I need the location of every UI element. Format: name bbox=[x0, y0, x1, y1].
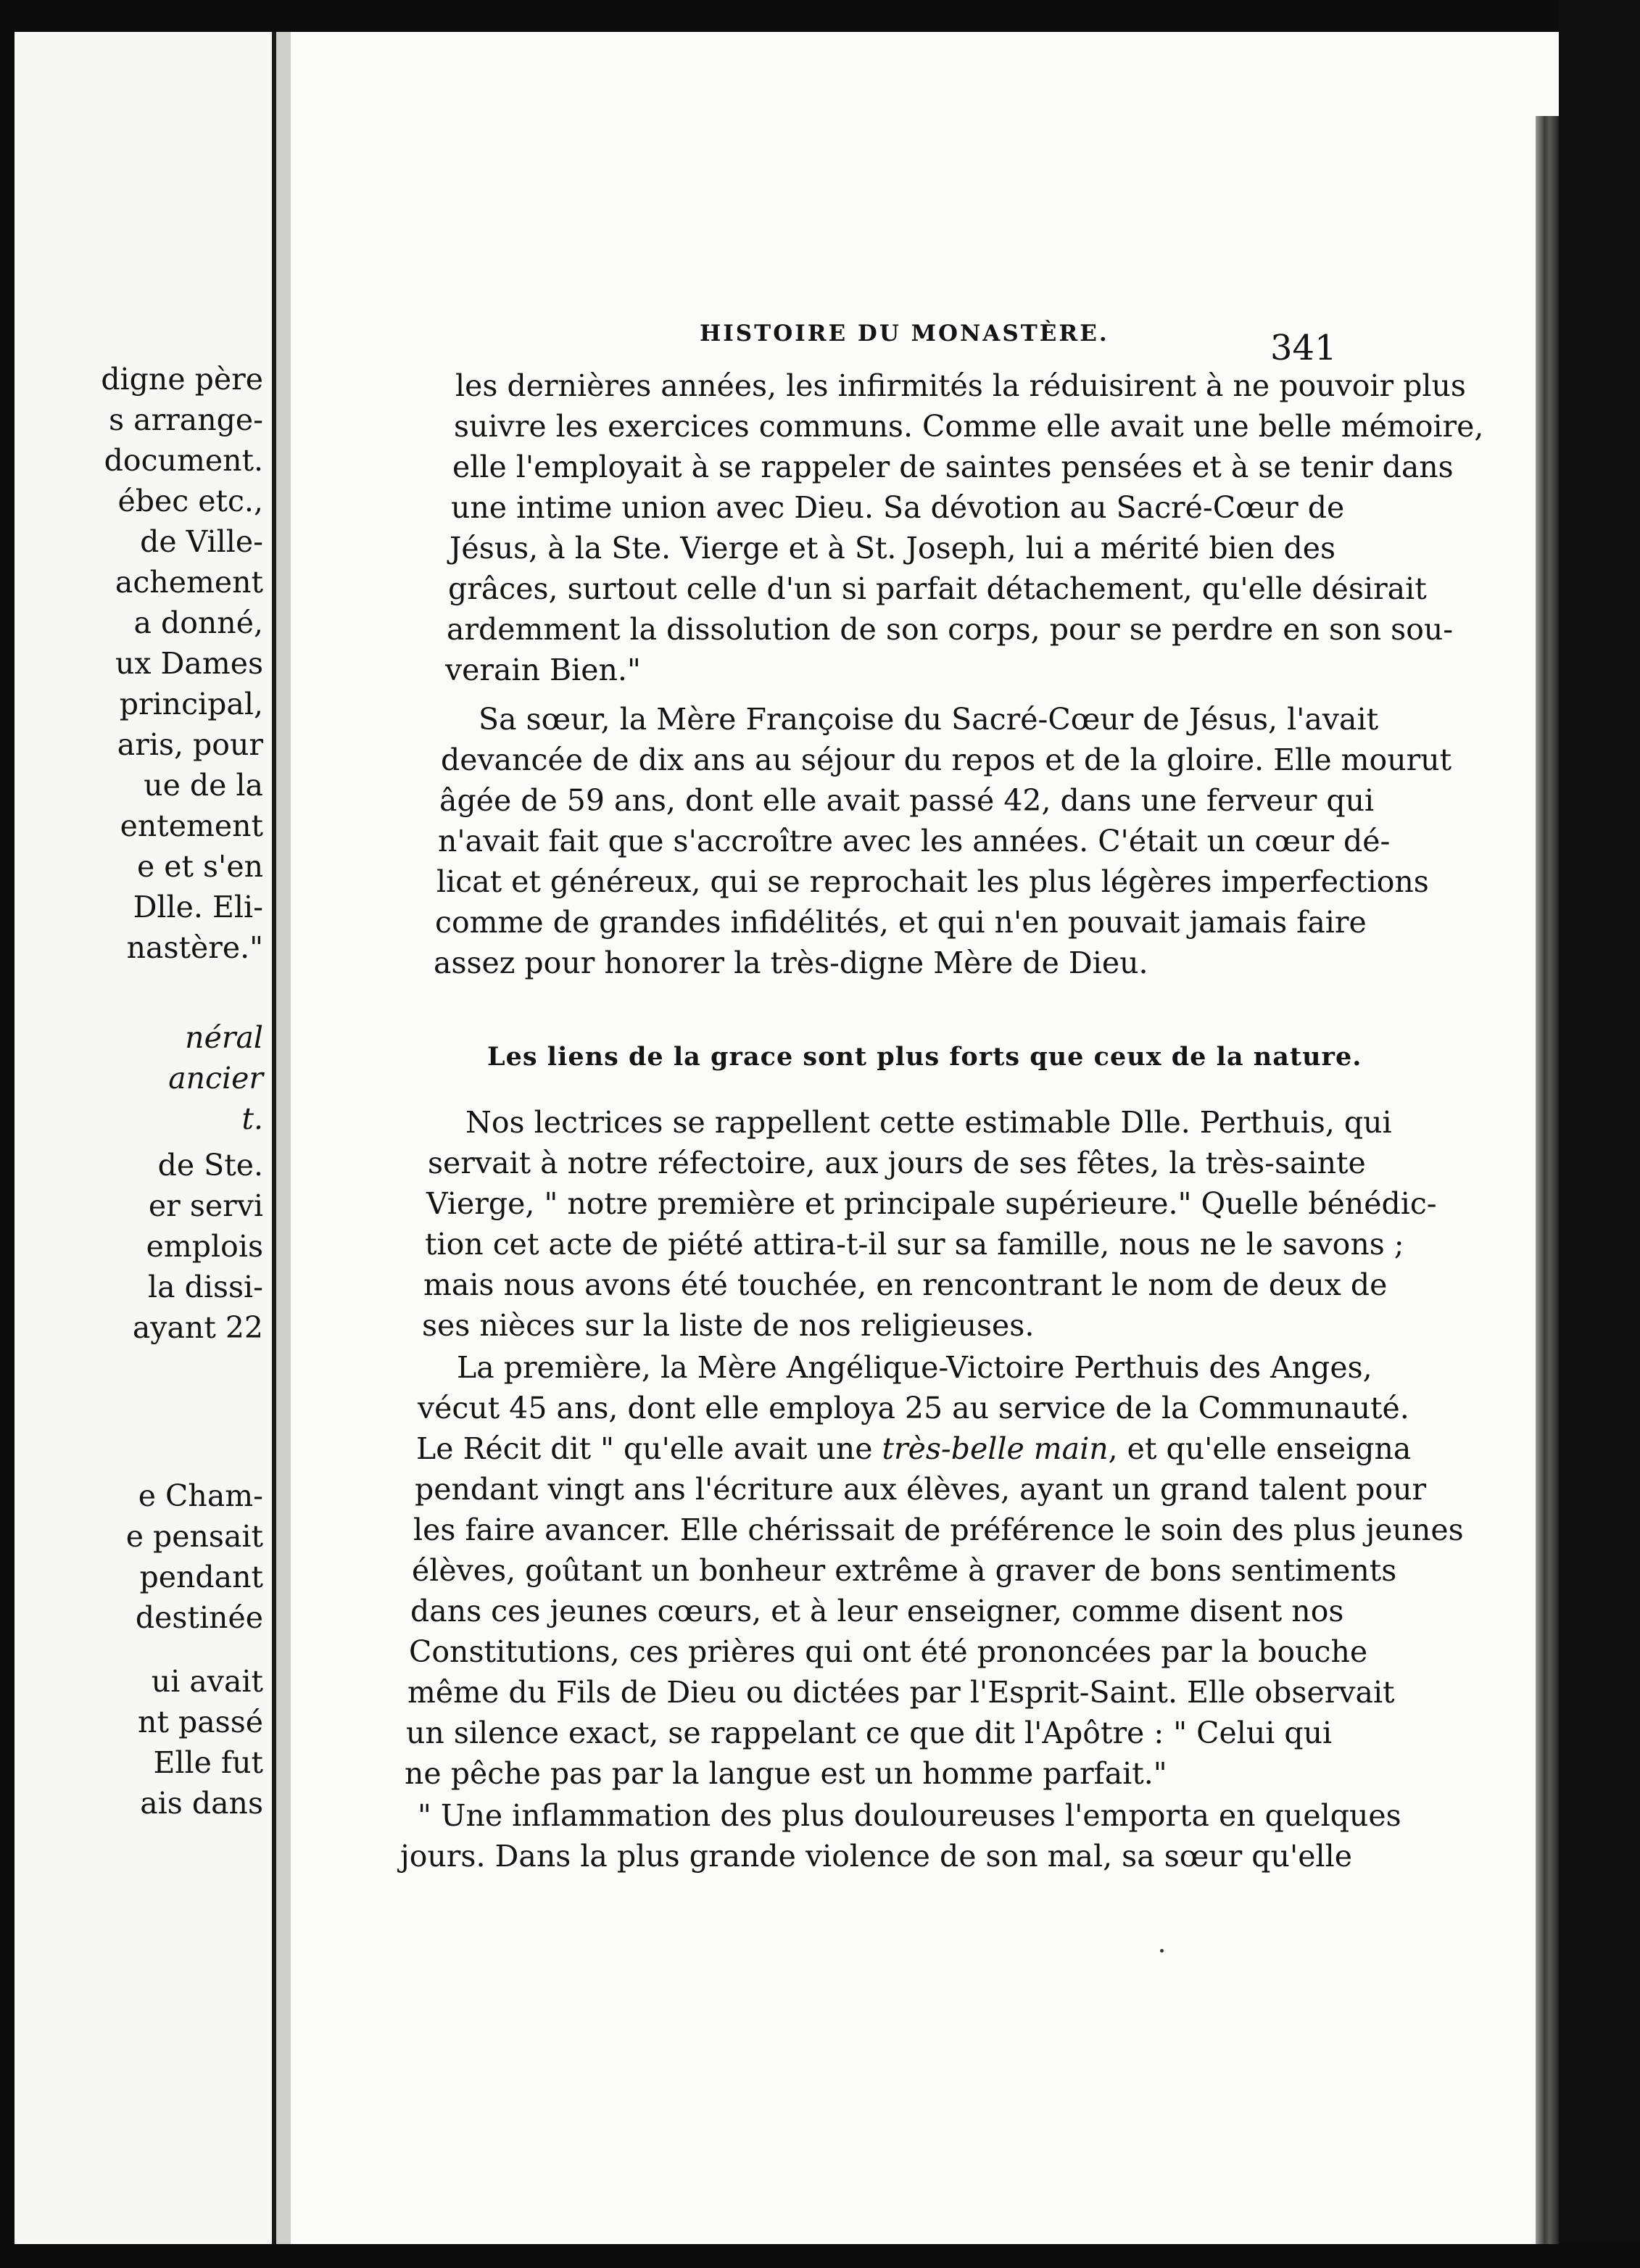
text-line: suivre les exercices communs. Comme elle avait une belle mémoire, bbox=[454, 409, 1484, 444]
left-line: ue de la bbox=[144, 768, 263, 803]
section-heading: Les liens de la grace sont plus forts que ceux de la nature. bbox=[487, 1042, 1362, 1072]
text-line: élèves, goûtant un bonheur extrême à graver de bons sentiments bbox=[412, 1553, 1397, 1588]
text-segment: Le Récit dit " qu'elle avait une bbox=[416, 1431, 882, 1466]
text-line: Nos lectrices se rappellent cette estimable Dlle. Perthuis, qui bbox=[465, 1105, 1392, 1140]
left-line: ayant 22 bbox=[132, 1310, 263, 1345]
text-line: les dernières années, les infirmités la réduisirent à ne pouvoir plus bbox=[455, 368, 1466, 403]
text-line: comme de grandes infidélités, et qui n'en pouvait jamais faire bbox=[435, 905, 1367, 940]
text-line: Vierge, " notre première et principale supérieure." Quelle bénédic- bbox=[426, 1186, 1437, 1221]
scan-border-top bbox=[0, 0, 1640, 32]
page-number: 341 bbox=[1270, 328, 1337, 368]
text-line: ardemment la dissolution de son corps, pour se perdre en son sou- bbox=[447, 612, 1454, 647]
left-line: digne père bbox=[101, 362, 263, 397]
running-head: HISTOIRE DU MONASTÈRE. bbox=[700, 320, 1109, 347]
page-edge bbox=[1536, 116, 1559, 2244]
text-line: âgée de 59 ans, dont elle avait passé 42, dans une ferveur qui bbox=[439, 783, 1375, 818]
left-line: emplois bbox=[146, 1229, 263, 1264]
text-line: Jésus, à la Ste. Vierge et à St. Joseph, lui a mérité bien des bbox=[450, 531, 1336, 566]
text-line: Sa sœur, la Mère Françoise du Sacré-Cœur de Jésus, l'avait bbox=[479, 702, 1379, 737]
left-line: principal, bbox=[119, 687, 263, 721]
left-line: aris, pour bbox=[117, 727, 263, 762]
left-line: achement bbox=[115, 565, 263, 600]
left-line: e pensait bbox=[125, 1519, 263, 1554]
text-line: Constitutions, ces prières qui ont été prononcées par la bouche bbox=[409, 1634, 1368, 1669]
text-line: mais nous avons été touchée, en rencontrant le nom de deux de bbox=[423, 1267, 1388, 1302]
text-line: grâces, surtout celle d'un si parfait détachement, qu'elle désirait bbox=[448, 571, 1427, 606]
left-line: pendant bbox=[139, 1560, 263, 1594]
scan-border-bottom bbox=[0, 2244, 1640, 2268]
left-line: Dlle. Eli- bbox=[133, 890, 263, 924]
left-line: ébec etc., bbox=[117, 484, 263, 518]
left-line: ancier bbox=[168, 1061, 263, 1096]
text-segment: , et qu'elle enseigna bbox=[1108, 1431, 1412, 1466]
left-line: ux Dames bbox=[115, 646, 263, 681]
text-line: " Une inflammation des plus douloureuses l'emporta en quelques bbox=[418, 1798, 1401, 1833]
left-line: nastère." bbox=[126, 930, 263, 965]
left-line: la dissi- bbox=[148, 1270, 263, 1304]
left-line: Elle fut bbox=[153, 1745, 263, 1780]
left-line: nt passé bbox=[138, 1705, 263, 1739]
text-line bbox=[416, 1431, 1412, 1466]
text-line: n'avait fait que s'accroître avec les années. C'était un cœur dé- bbox=[438, 824, 1391, 858]
left-line: néral bbox=[185, 1020, 263, 1055]
book-gutter bbox=[276, 32, 291, 2244]
text-line: jours. Dans la plus grande violence de son mal, sa sœur qu'elle bbox=[400, 1839, 1352, 1874]
text-line: tion cet acte de piété attira-t-il sur sa famille, nous ne le savons ; bbox=[425, 1227, 1404, 1262]
left-line: document. bbox=[104, 443, 263, 478]
left-line: de Ste. bbox=[157, 1148, 263, 1183]
text-line: une intime union avec Dieu. Sa dévotion au Sacré-Cœur de bbox=[451, 490, 1345, 525]
text-line: pendant vingt ans l'écriture aux élèves, ayant un grand talent pour bbox=[415, 1472, 1427, 1507]
left-line: ais dans bbox=[140, 1786, 263, 1821]
text-line: ne pêche pas par la langue est un homme parfait." bbox=[405, 1756, 1167, 1791]
ink-speck bbox=[1160, 1949, 1164, 1953]
text-line: dans ces jeunes cœurs, et à leur enseigner, comme disent nos bbox=[410, 1594, 1344, 1628]
left-line: de Ville- bbox=[140, 524, 263, 559]
left-line: e et s'en bbox=[136, 849, 263, 884]
text-line: elle l'employait à se rappeler de saintes pensées et à se tenir dans bbox=[452, 450, 1454, 484]
left-line: t. bbox=[241, 1101, 263, 1136]
text-line: devancée de dix ans au séjour du repos et de la gloire. Elle mourut bbox=[441, 742, 1452, 777]
left-line: entement bbox=[120, 808, 263, 843]
text-line: même du Fils de Dieu ou dictées par l'Esprit-Saint. Elle observait bbox=[407, 1675, 1395, 1710]
text-line: un silence exact, se rappelant ce que dit l'Apôtre : " Celui qui bbox=[406, 1716, 1333, 1750]
text-line: licat et généreux, qui se reprochait les plus légères imperfections bbox=[436, 864, 1429, 899]
left-line: ui avait bbox=[151, 1664, 263, 1699]
text-line: La première, la Mère Angélique-Victoire Perthuis des Anges, bbox=[457, 1350, 1372, 1385]
scan-border-left bbox=[0, 0, 15, 2268]
text-line: les faire avancer. Elle chérissait de préférence le soin des plus jeunes bbox=[413, 1512, 1464, 1547]
text-line: vécut 45 ans, dont elle employa 25 au service de la Communauté. bbox=[418, 1391, 1409, 1425]
text-line: assez pour honorer la très-digne Mère de Dieu. bbox=[434, 945, 1148, 980]
text-line: ses nièces sur la liste de nos religieuses. bbox=[422, 1308, 1035, 1343]
text-line: servait à notre réfectoire, aux jours de ses fêtes, la très-sainte bbox=[428, 1146, 1366, 1180]
previous-page-fragment bbox=[15, 32, 276, 2244]
left-line: destinée bbox=[135, 1600, 263, 1635]
text-line: verain Bien." bbox=[445, 653, 641, 687]
left-line: er servi bbox=[148, 1188, 263, 1223]
left-line: a donné, bbox=[133, 605, 263, 640]
left-line: s arrange- bbox=[109, 402, 263, 437]
left-line: e Cham- bbox=[138, 1478, 263, 1513]
scan-border-right bbox=[1559, 0, 1640, 2268]
italic-phrase: très-belle main bbox=[882, 1431, 1109, 1466]
